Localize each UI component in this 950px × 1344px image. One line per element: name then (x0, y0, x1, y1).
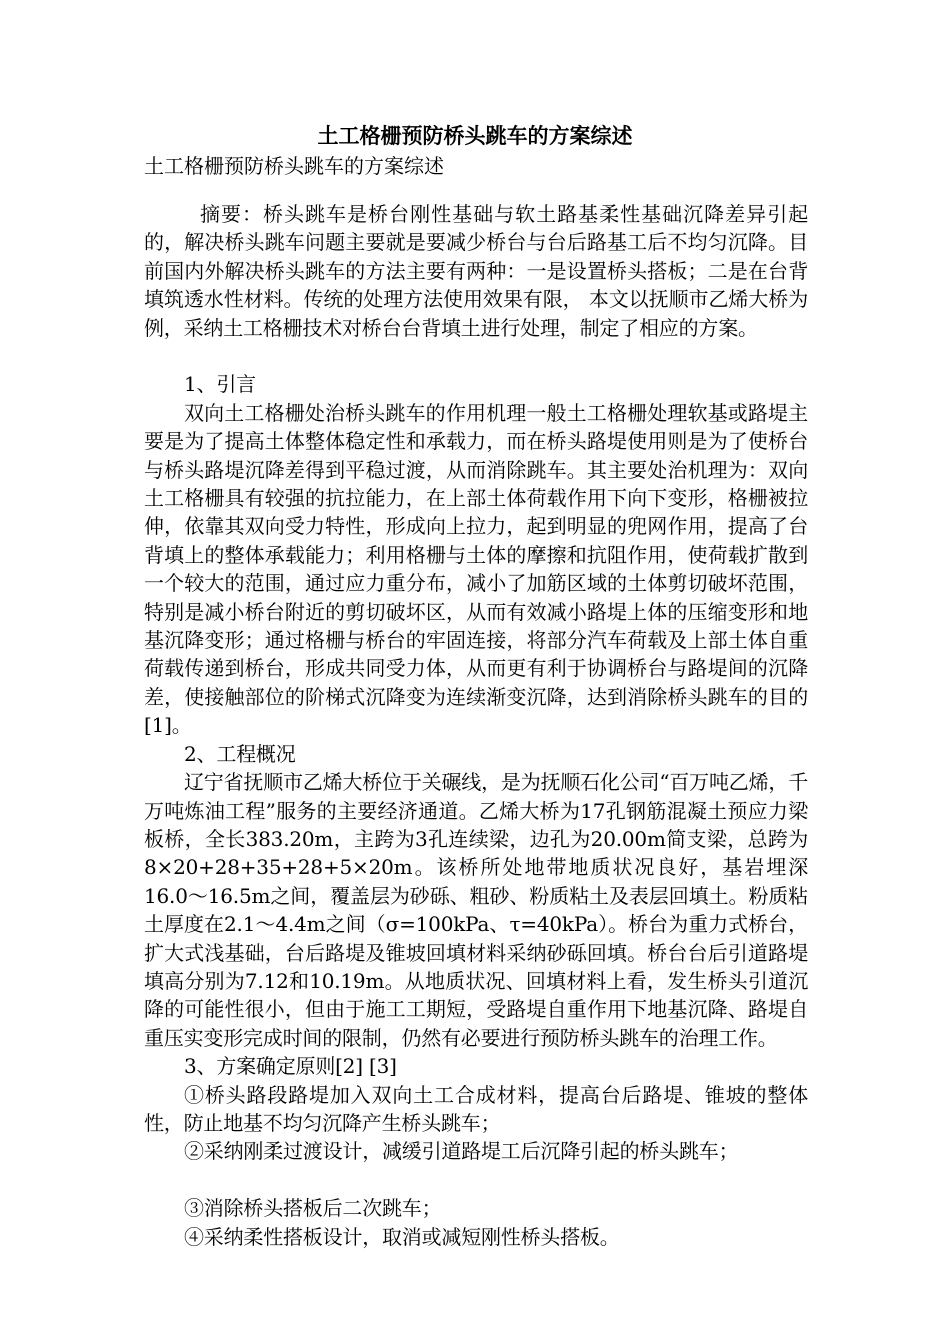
section-heading-introduction: 1、引言 (184, 372, 256, 397)
abstract-paragraph: 摘要：桥头跳车是桥台刚性基础与软土路基柔性基础沉降差异引起的，解决桥头跳车问题主要就是要减少桥台与台后路基工后不均匀沉降。目前国内外解决桥头跳车的方法主要有两种：一是设置桥头搭板；二是在台背填筑透水性材料。传统的处理方法使用效果有限， 本文以抚顺市乙烯大桥为例，采纳土工格栅技术对桥台台背填土进行处理，制定了相应的方案。 (144, 202, 808, 340)
section-paragraph-project-overview: 辽宁省抚顺市乙烯大桥位于关碾线，是为抚顺石化公司“百万吨乙烯，千万吨炼油工程”服务的主要经济通道。乙烯大桥为17孔钢筋混凝土预应力梁板桥，全长383.20m，主跨为3孔连续梁，边孔为20.00m简支梁，总跨为8×20+28+35+28+5×20m。该桥所处地带地质状况良好，基岩埋深16.0～16.5m之间，覆盖层为砂砾、粗砂、粉质粘土及表层回填土。粉质粘土厚度在2.1～4.4m之间（σ=100kPa、τ=40kPa）。桥台为重力式桥台，扩大式浅基础，台后路堤及锥坡回填材料采纳砂砾回填。桥台台后引道路堤填高分别为7.12和10.19m。从地质状况、回填材料上看，发生桥头引道沉降的可能性很小，但由于施工工期短，受路堤自重作用下地基沉降、路堤自重压实变形完成时间的限制，仍然有必要进行预防桥头跳车的治理工作。 (144, 770, 808, 1050)
paragraph-gap (144, 1166, 808, 1194)
section-heading-principles: 3、方案确定原则[2] [3] (184, 1054, 397, 1079)
principle-item-3: ③消除桥头搭板后二次跳车； (184, 1196, 442, 1221)
document-body (144, 200, 808, 1251)
section-paragraph-introduction: 双向土工格栅处治桥头跳车的作用机理一般土工格栅处理软基或路堤主要是为了提高土体整体稳定性和承载力，而在桥头路堤使用则是为了使桥台与桥头路堤沉降差得到平稳过渡，从而消除跳车。其主要处治机理为：双向土工格栅具有较强的抗拉能力，在上部土体荷载作用下向下变形，格栅被拉伸，依靠其双向受力特性，形成向上拉力，起到明显的兜网作用，提高了台背填上的整体承载能力；利用格栅与土体的摩擦和抗阻作用，使荷载扩散到一个较大的范围，通过应力重分布，减小了加筋区域的土体剪切破坏范围，特别是减小桥台附近的剪切破坏区，从而有效减小路堤上体的压缩变形和地基沉降变形；通过格栅与桥台的牢固连接，将部分汽车荷载及上部土体自重荷载传递到桥台，形成共同受力体，从而更有利于协调桥台与路堤间的沉降差，使接触部位的阶梯式沉降变为连续渐变沉降，达到消除桥头跳车的目的[1]。 (144, 400, 808, 738)
principle-item-1: ①桥头路段路堤加入双向土工合成材料，提高台后路堤、锥坡的整体性，防止地基不均匀沉降产生桥头跳车； (144, 1082, 808, 1135)
principle-item-2: ②采纳刚柔过渡设计，减缓引道路堤工后沉降引起的桥头跳车； (184, 1139, 739, 1164)
document-title: 土工格栅预防桥头跳车的方案综述 (317, 123, 633, 148)
principle-item-4: ④采纳柔性搭板设计，取消或减短刚性桥头搭板。 (184, 1224, 620, 1249)
paragraph-gap (144, 342, 808, 370)
section-heading-project-overview: 2、工程概况 (184, 741, 296, 766)
document-subtitle: 土工格栅预防桥头跳车的方案综述 (144, 154, 444, 178)
